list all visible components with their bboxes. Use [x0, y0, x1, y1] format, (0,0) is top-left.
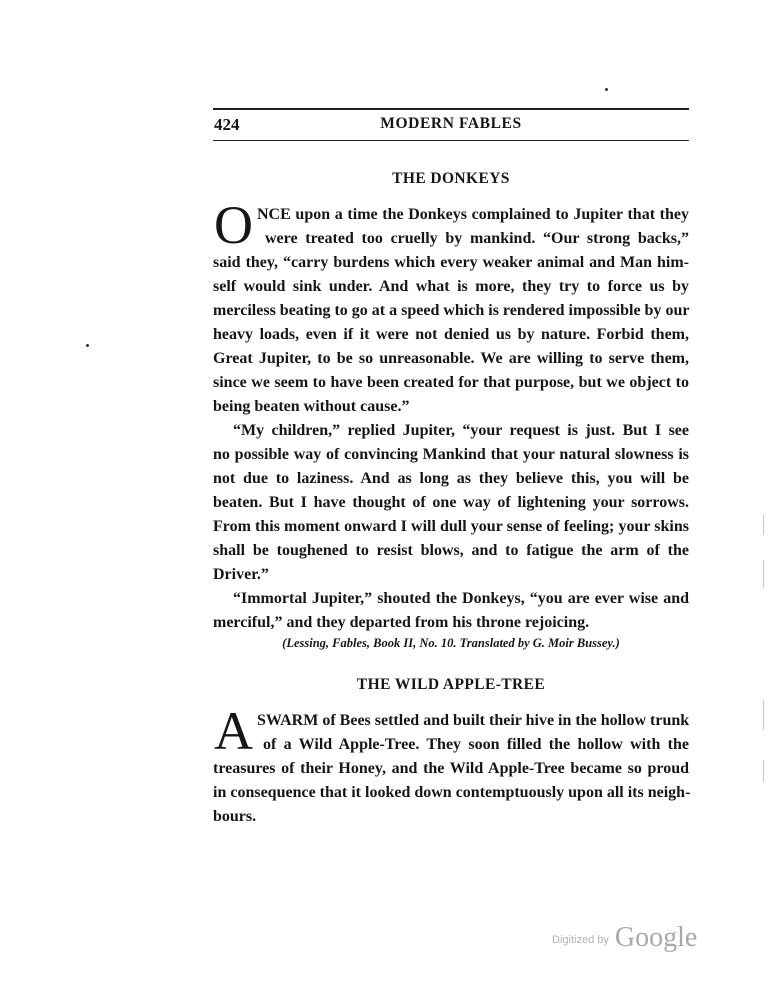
digitized-by-google-watermark — [552, 922, 697, 954]
fable-title-donkeys: THE DONKEYS — [392, 170, 510, 187]
page-number: 424 — [214, 115, 240, 134]
text-line: NCE upon a time the Donkeys complained to Jupiter that they — [257, 206, 689, 223]
text-line: heavy loads, even if it were not denied us by nature. Forbid them, — [213, 326, 689, 343]
text-line: treasures of their Honey, and the Wild Apple-Tree became so proud — [213, 760, 689, 777]
text-line: were treated too cruelly by mankind. “Our strong backs,” — [265, 230, 689, 247]
text-line: no possible way of convincing Mankind that your natural slowness is — [213, 446, 689, 463]
watermark-prefix: Digitized by — [552, 934, 609, 946]
citation: (Lessing, Fables, Book II, No. 10. Translated by G. Moir Bussey.) — [282, 636, 620, 650]
running-title: MODERN FABLES — [380, 115, 522, 132]
scan-edge-mark — [763, 700, 764, 730]
text-line: not due to laziness. And as long as they believe this, you will be — [213, 470, 689, 487]
text-line: of a Wild Apple-Tree. They soon filled the hollow with the — [263, 736, 689, 753]
google-logo: Google — [614, 922, 698, 953]
text-line: in consequence that it looked down contemptuously upon all its neigh- — [213, 784, 691, 801]
text-line: said they, “carry burdens which every weaker animal and Man him- — [213, 254, 689, 271]
text-line: Driver.” — [213, 566, 269, 583]
running-header — [213, 108, 689, 141]
drop-cap-a: A — [214, 701, 253, 761]
scan-edge-mark — [763, 760, 764, 782]
scan-edge-mark — [763, 560, 764, 588]
text-line: From this moment onward I will dull your sense of feeling; your skins — [213, 518, 689, 535]
drop-cap-o: O — [214, 195, 253, 255]
text-line: SWARM of Bees settled and built their hive in the hollow trunk — [257, 712, 690, 729]
fable-title-wild-apple-tree: THE WILD APPLE-TREE — [356, 676, 546, 693]
text-line: “My children,” replied Jupiter, “your request is just. But I see — [233, 422, 689, 439]
text-line: since we seem to have been created for that purpose, but we object to — [213, 374, 689, 391]
scan-speck — [86, 344, 89, 347]
text-line: Great Jupiter, to be so unreasonable. We are willing to serve them, — [213, 350, 689, 367]
text-line: bours. — [213, 808, 257, 825]
text-line: merciless beating to go at a speed which is rendered impossible by our — [213, 302, 690, 319]
scan-edge-mark — [763, 515, 764, 535]
text-line: “Immortal Jupiter,” shouted the Donkeys, “you are ever wise and — [233, 590, 689, 607]
text-line: merciful,” and they departed from his throne rejoicing. — [213, 614, 590, 631]
text-line: beaten. But I have thought of one way of lightening your sorrows. — [213, 494, 689, 511]
text-line: self would sink under. And what is more, they try to force us by — [213, 278, 689, 295]
scan-speck — [605, 88, 608, 91]
text-line: shall be toughened to resist blows, and to fatigue the arm of the — [213, 542, 689, 559]
text-line: being beaten without cause.” — [213, 398, 410, 415]
